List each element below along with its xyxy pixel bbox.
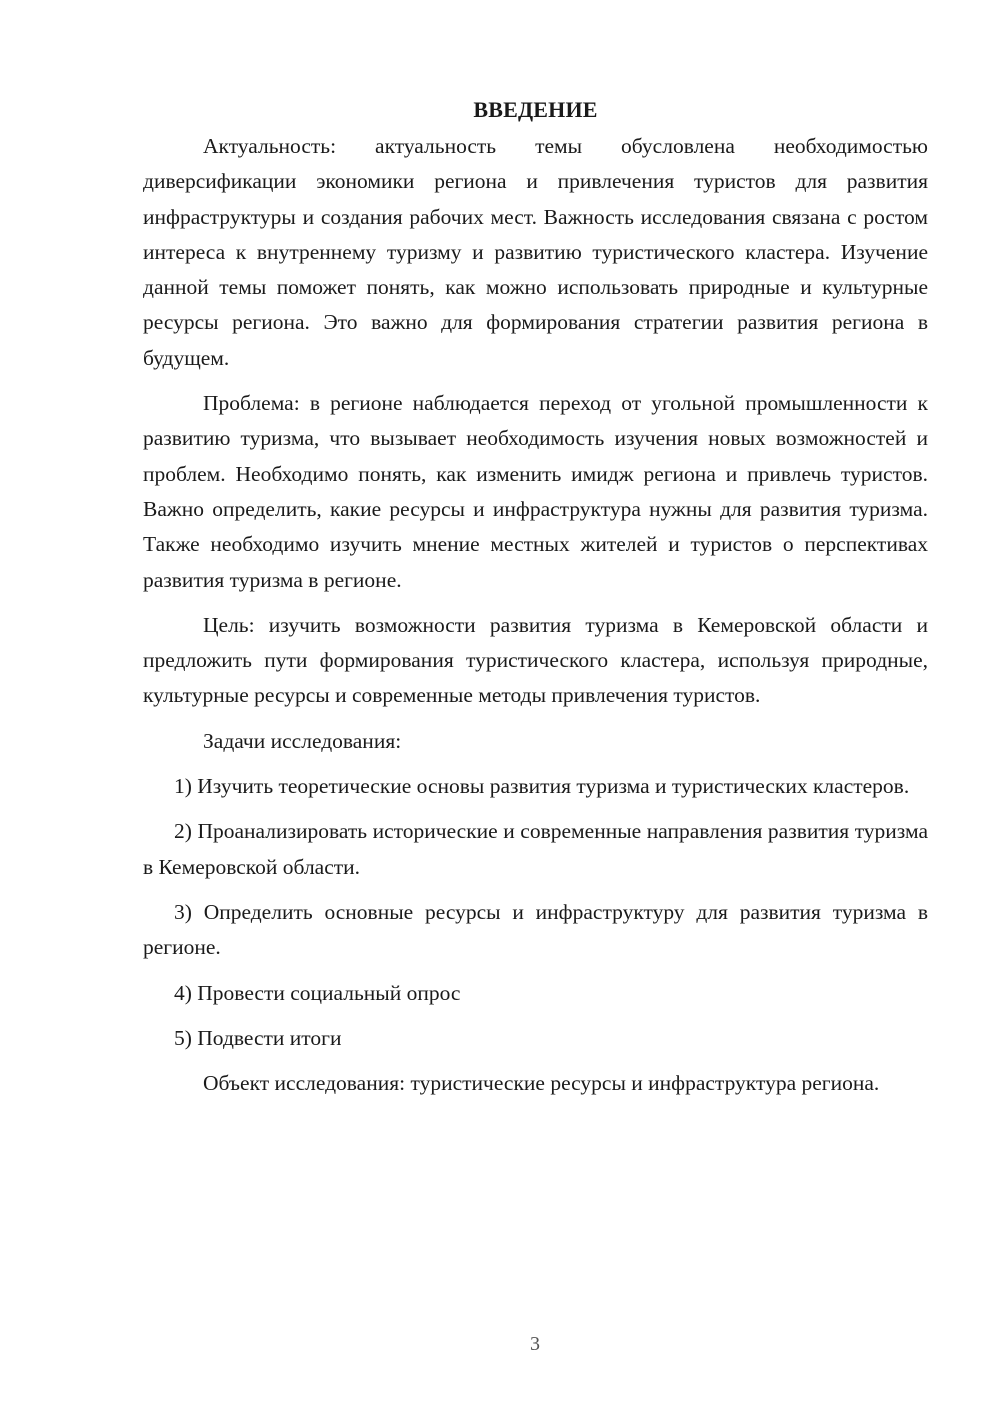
section-heading: ВВЕДЕНИЕ bbox=[473, 97, 598, 122]
task-item-2: 2) Проанализировать исторические и современные направления развития туризма в Кемеровской области. bbox=[143, 819, 928, 879]
paragraph-object: Объект исследования: туристические ресурсы и инфраструктура региона. bbox=[203, 1071, 880, 1096]
paragraph-problem: Проблема: в регионе наблюдается переход от угольной промышленности к развитию туризма, что вызывает необходимость изучения новых возможностей и проблем. Необходимо понять, как изменить имидж региона и привлечь туристов. Важно определить, какие ресурсы и инфраструктура нужны для развития туризма. Также необходимо изучить мнение местных жителей и туристов о перспективах развития туризма в регионе. bbox=[143, 391, 928, 592]
task-item-4: 4) Провести социальный опрос bbox=[174, 980, 461, 1005]
document-page bbox=[143, 92, 928, 1111]
task-item-5: 5) Подвести итоги bbox=[174, 1025, 342, 1050]
paragraph-relevance: Актуальность: актуальность темы обусловлена необходимостью диверсификации экономики региона и привлечения туристов для развития инфраструктуры и создания рабочих мест. Важность исследования связана с ростом интереса к внутреннему туризму и развитию туристического кластера. Изучение данной темы поможет понять, как можно использовать природные и культурные ресурсы региона. Это важно для формирования стратегии развития региона в будущем. bbox=[143, 134, 928, 370]
task-item-3: 3) Определить основные ресурсы и инфраструктуру для развития туризма в регионе. bbox=[143, 899, 928, 960]
paragraph-goal: Цель: изучить возможности развития туризма в Кемеровской области и предложить пути формирования туристического кластера, используя природные, культурные ресурсы и современные методы привлечения туристов. bbox=[143, 612, 928, 708]
task-item-1: 1) Изучить теоретические основы развития туризма и туристических кластеров. bbox=[174, 774, 910, 799]
tasks-title: Задачи исследования: bbox=[203, 728, 402, 753]
page-number: 3 bbox=[530, 1333, 540, 1355]
